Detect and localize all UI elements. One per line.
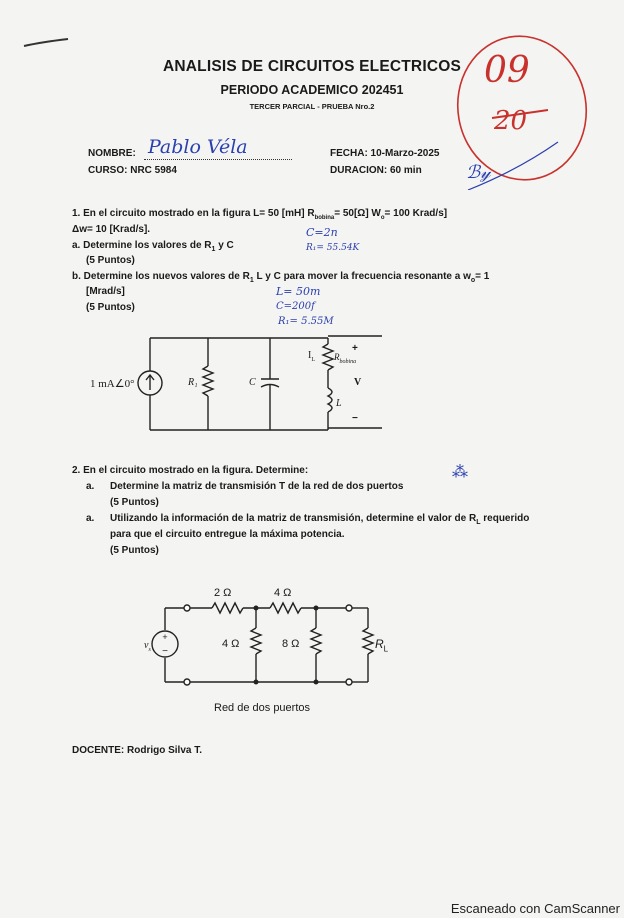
svg-text:+: + <box>162 632 168 642</box>
source-voltage-label: $v_s$ <box>144 640 151 653</box>
q1-part-b-points: (5 Puntos) <box>86 302 135 313</box>
q1-part-b: b. Determine los nuevos valores de $R_1$ L y C para mover la frecuencia resonante a $w_o= 1$ <box>72 271 490 284</box>
course-label: CURSO: NRC 5984 <box>88 165 177 176</box>
resistor-8ohm-label: 8 Ω <box>282 638 300 650</box>
teacher-name: DOCENTE: Rodrigo Silva T. <box>72 745 203 756</box>
q1-part-a: a. Determine los valores de $R_1$ y C <box>72 240 234 253</box>
hand-answer-l-new: L= 50m <box>276 285 321 298</box>
q2-part-b-marker: a. <box>86 513 95 524</box>
rbobina-label: $R_{bobina}$ <box>334 352 357 365</box>
q2-part-a-points: (5 Puntos) <box>110 497 159 508</box>
duration-label: DURACION: 60 min <box>330 165 422 176</box>
name-label: NOMBRE: <box>88 148 136 159</box>
q1-bandwidth: Δw= 10 [Krad/s]. <box>72 224 151 235</box>
grade-score: 09 <box>484 50 530 91</box>
academic-period: PERIODO ACADEMICO 202451 <box>220 83 404 97</box>
scanner-watermark: Escaneado con CamScanner <box>450 901 620 916</box>
two-port-circuit-diagram <box>140 592 410 692</box>
signature: ℬ𝓎 <box>466 162 491 183</box>
q2-part-a-marker: a. <box>86 481 95 492</box>
resistor-4ohm-shunt-label: 4 Ω <box>222 638 240 650</box>
name-value: Pablo Véla <box>148 136 248 158</box>
q1-statement: 1. En el circuito mostrado en la figura L= 50 [mH] $R_{bobina}= 50[\Omega]$ $W_o= 100$ Krad/s] <box>72 208 448 221</box>
circuit-caption: Red de dos puertos <box>214 702 311 714</box>
hand-answer-r1-new: R₁= 5.55M <box>278 316 334 327</box>
voltage-label: V <box>354 377 362 388</box>
svg-text:−: − <box>162 646 168 657</box>
current-source-label: 1 mA∠0° <box>90 378 135 390</box>
q2-part-a: Determine la matriz de transmisión T de la red de dos puertos <box>110 481 404 492</box>
q2-statement: 2. En el circuito mostrado en la figura. Determine: <box>72 465 309 476</box>
exam-name: TERCER PARCIAL - PRUEBA Nro.2 <box>249 102 375 111</box>
voltage-minus: − <box>352 413 358 424</box>
date-label: FECHA: 10-Marzo-2025 <box>330 148 440 159</box>
inductor-current-label: $I_L$ <box>308 350 316 363</box>
inductor-label: L <box>336 398 342 409</box>
q2-part-b-points: (5 Puntos) <box>110 545 159 556</box>
pen-stroke-mark <box>22 36 72 50</box>
hand-answer-c: C=2n <box>306 226 338 239</box>
capacitor-label: C <box>249 377 256 388</box>
grade-total: 20 <box>494 106 528 136</box>
q1-part-b-unit: [Mrad/s] <box>86 286 125 297</box>
q2-part-b: Utilizando la información de la matriz de transmisión, determine el valor de $R_L$ requerido <box>110 513 530 526</box>
hand-answer-c-new: C=200f <box>276 301 315 312</box>
resistor-2ohm-label: 2 Ω <box>214 587 232 599</box>
load-resistor-label: $R_L$ <box>375 637 389 654</box>
resistor-4ohm-series-label: 4 Ω <box>274 587 292 599</box>
hand-answer-r1: R₁= 55.54K <box>306 243 360 253</box>
q2-hand-mark: ⁂ <box>452 462 468 481</box>
q2-part-b-line2: para que el circuito entregue la máxima potencia. <box>110 529 345 540</box>
document-title: ANALISIS DE CIRCUITOS ELECTRICOS <box>162 58 462 75</box>
r1-label: R₁ <box>188 377 198 388</box>
q1-part-a-points: (5 Puntos) <box>86 255 135 266</box>
voltage-plus: + <box>352 343 358 354</box>
